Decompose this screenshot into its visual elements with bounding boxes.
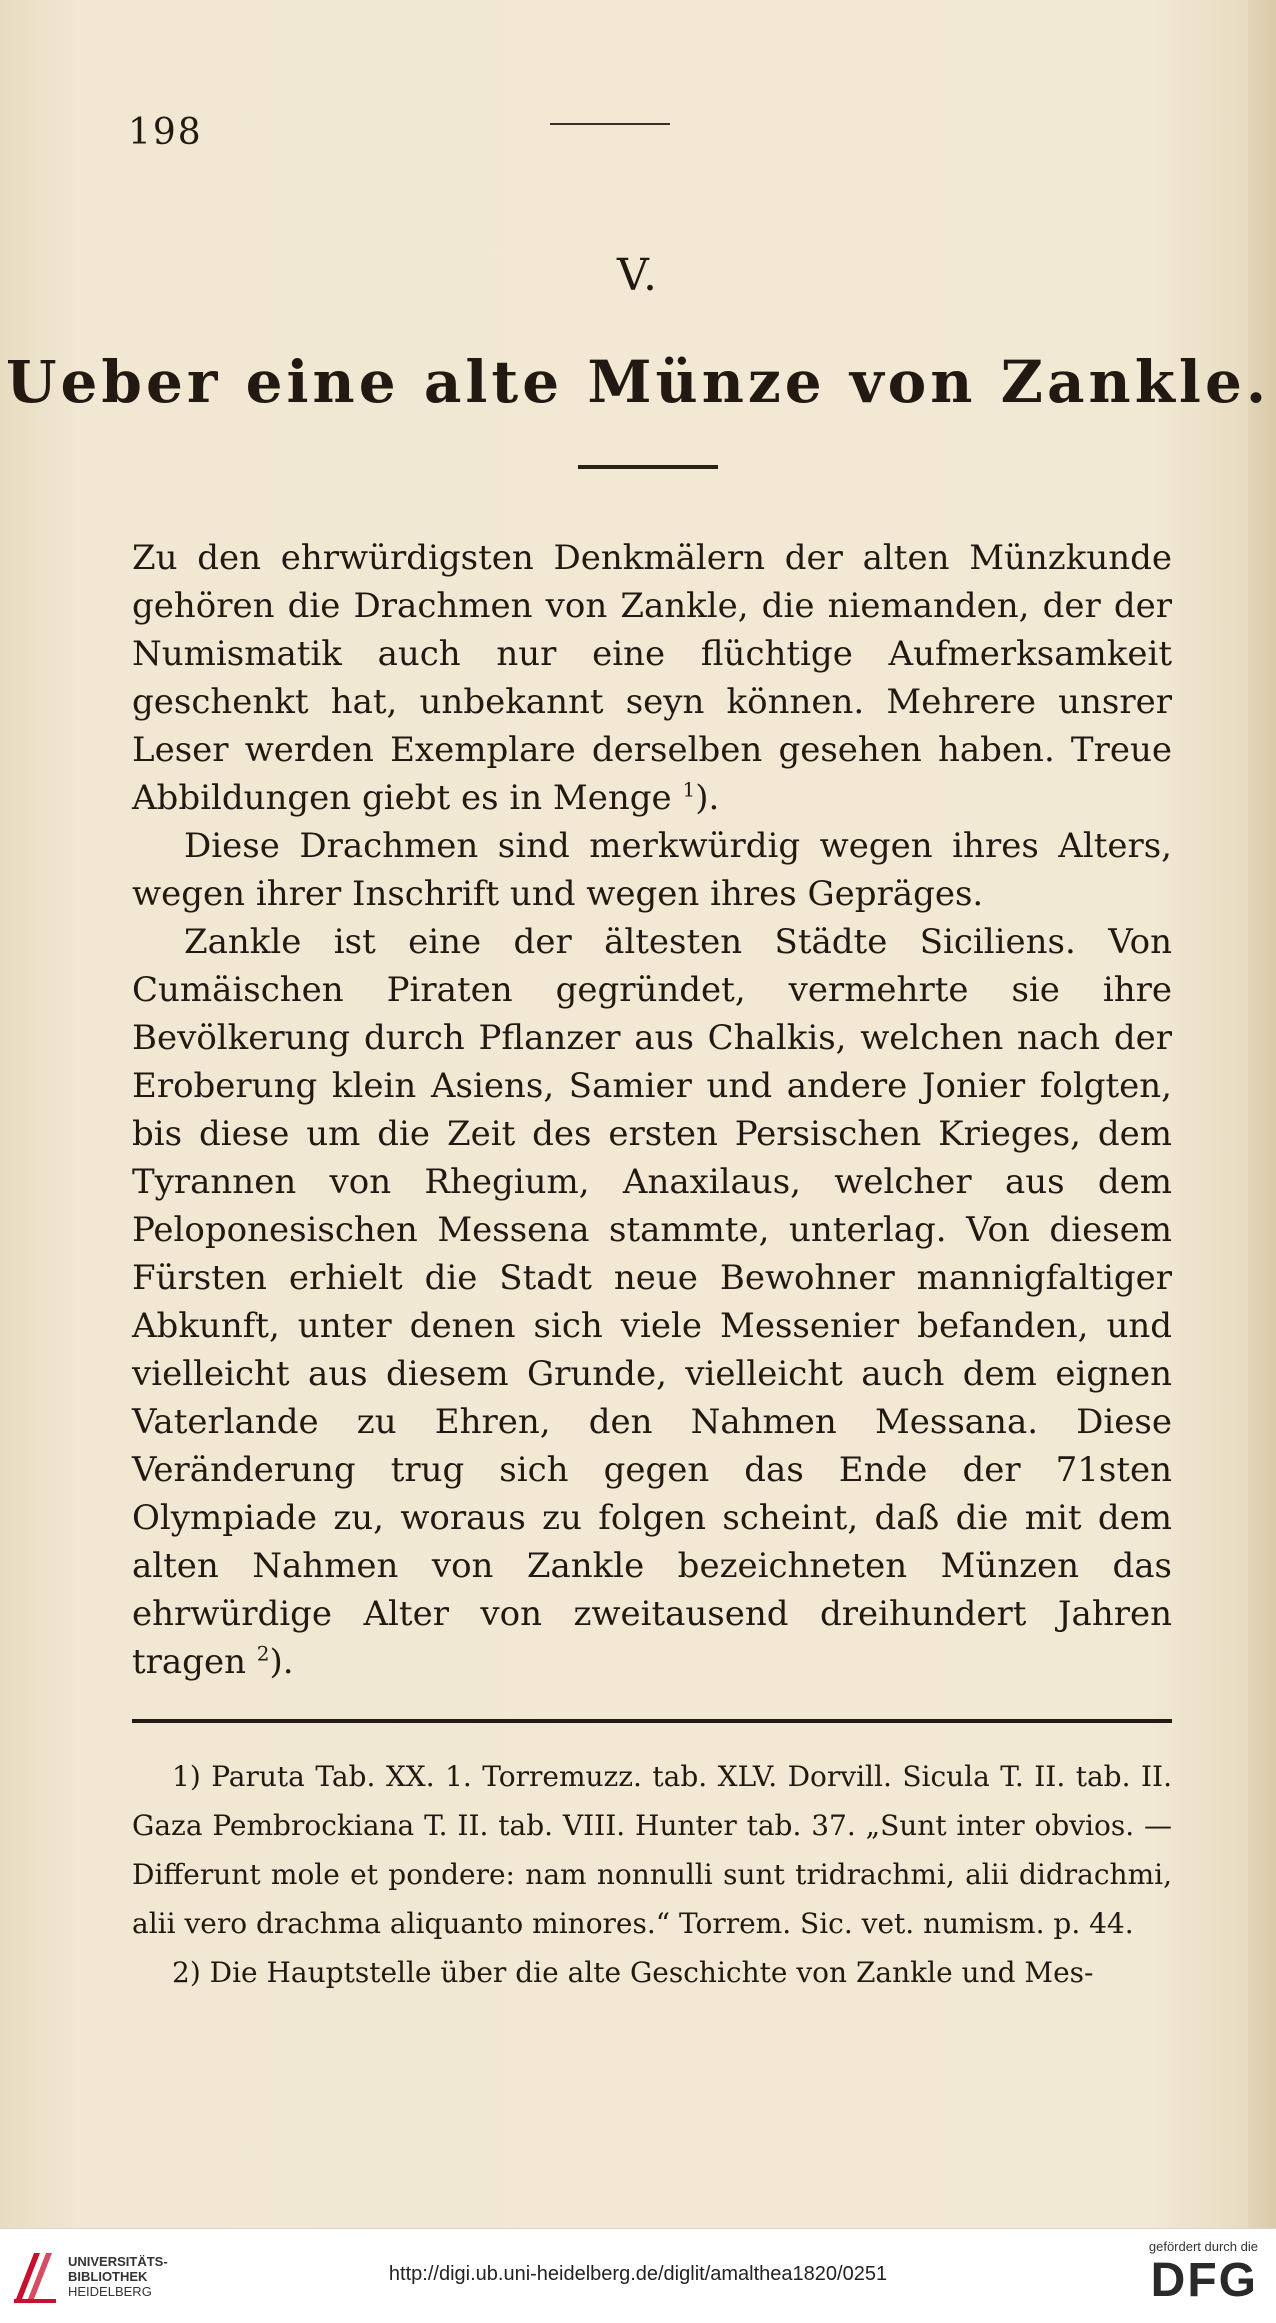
funded-by-caption: gefördert durch die: [1148, 2239, 1258, 2254]
section-number: V.: [616, 250, 660, 301]
footnote-ref-2: 2: [256, 1641, 270, 1666]
footnote-2: 2) Die Hauptstelle über die alte Geschichte von Zankle und Mes-: [172, 1956, 1094, 1989]
article-title: Ueber eine alte Münze von Zankle.: [5, 348, 1271, 416]
footnotes: [132, 1752, 1172, 1997]
viewer-footer: [0, 2228, 1276, 2323]
page-number: 198: [128, 112, 203, 153]
footnote-1: 1) Paruta Tab. XX. 1. Torremuzz. tab. XLV. Dorvill. Sicula T. II. tab. II. Gaza Pembrockiana T. II. tab. VIII. Hunter tab. 37. „Sunt inter obvios. — Differunt mole et pondere: nam nonnulli sunt tridrachmi, alii didrachmi, alii vero drachma aliquanto minores.“ Torrem. Sic. vet. numism. p. 44.: [132, 1760, 1172, 1940]
permalink-url[interactable]: http://digi.ub.uni-heidelberg.de/diglit/amalthea1820/0251: [388, 2263, 888, 2285]
title-rule: [578, 465, 718, 469]
paragraph-3: [132, 918, 1172, 1686]
footnote-rule: [132, 1719, 1172, 1723]
paragraph-1: [132, 534, 1172, 822]
dfg-logo: DFG: [1150, 2254, 1258, 2307]
library-name: UNIVERSITÄTS- BIBLIOTHEK HEIDELBERG: [68, 2253, 168, 2299]
footnote-ref-1: 1: [682, 777, 696, 802]
dfg-block[interactable]: [1149, 2239, 1258, 2307]
paragraph-3-text: Zankle ist eine der ältesten Städte Siciliens. Von Cumäischen Piraten gegründet, vermehrte sie ihre Bevölkerung durch Pflanzer aus Chalkis, welchen nach der Eroberung klein Asiens, Samier und andere Jonier folgten, bis diese um die Zeit des ersten Persischen Krieges, dem Tyrannen von Rhegium, Anaxilaus, welcher aus dem Peloponesischen Messena stammte, unterlag. Von diesem Fürsten erhielt die Stadt neue Bewohner mannigfaltiger Abkunft, unter denen sich viele Messenier befanden, und vielleicht aus diesem Grunde, vielleicht auch dem eignen Vaterlande zu Ehren, den Nahmen Messana. Diese Veränderung trug sich gegen das Ende der 71sten Olympiade zu, woraus zu folgen scheint, daß die mit dem alten Nahmen von Zankle bezeichneten Münzen das ehrwürdige Alter von zweitausend dreihundert Jahren tragen: [132, 922, 1172, 1682]
header-rule: [550, 123, 670, 125]
paragraph-1-tail: ).: [695, 778, 720, 818]
paragraph-3-tail: ).: [269, 1642, 294, 1682]
article-body: [132, 534, 1172, 1686]
paragraph-1-text: Zu den ehrwürdigsten Denkmälern der alten Münzkunde gehören die Drachmen von Zankle, die niemanden, der der Numismatik auch nur eine flüchtige Aufmerksamkeit geschenkt hat, unbekannt seyn können. Mehrere unsrer Leser werden Exemplare derselben gesehen haben. Treue Abbildungen giebt es in Menge: [132, 538, 1172, 818]
paragraph-2: Diese Drachmen sind merkwürdig wegen ihres Alters, wegen ihrer Inschrift und wegen ihres Gepräges.: [132, 826, 1172, 914]
page-edge: [1248, 0, 1276, 2228]
